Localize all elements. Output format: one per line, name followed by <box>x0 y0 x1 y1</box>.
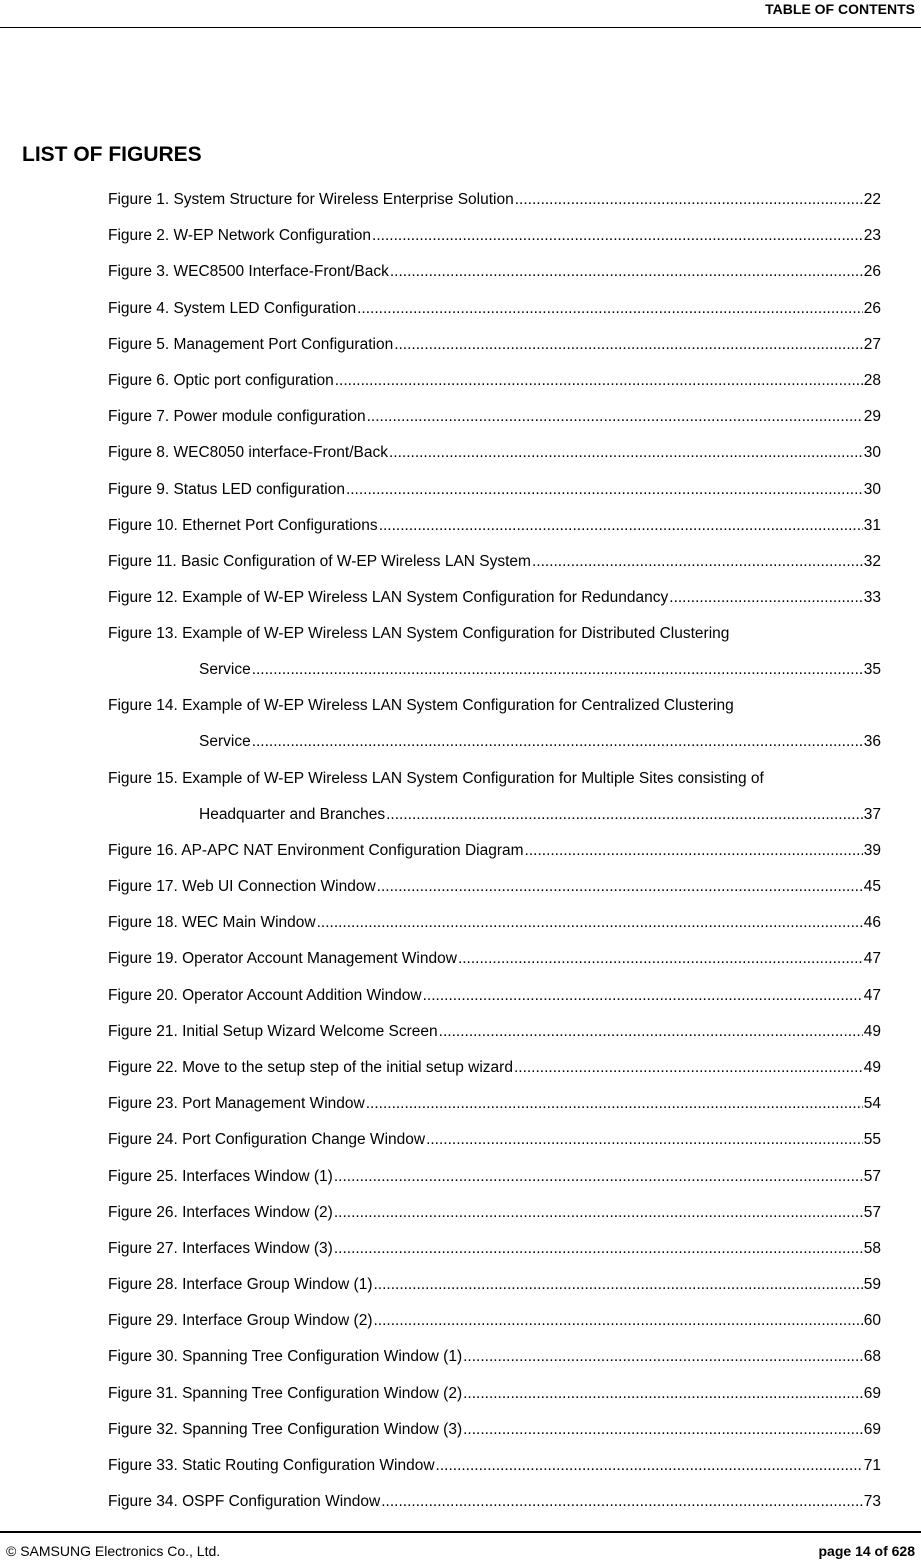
toc-entry-page-number: 55 <box>863 1131 881 1149</box>
toc-entry-row <box>108 514 881 538</box>
toc-entry[interactable] <box>108 297 881 321</box>
dot-leader <box>367 405 863 429</box>
toc-entry-title: Figure 10. Ethernet Port Configurations <box>108 516 378 534</box>
toc-entry[interactable] <box>108 1165 881 1189</box>
dot-leader <box>390 260 863 284</box>
toc-entry-row <box>108 875 881 899</box>
toc-entry-title: Figure 30. Spanning Tree Configuration Window (1) <box>108 1348 463 1366</box>
toc-entry-page-number: 30 <box>863 480 881 498</box>
dot-leader <box>372 224 863 248</box>
dot-leader <box>377 875 863 899</box>
toc-entry-page-number: 71 <box>863 1457 881 1474</box>
toc-entry-page-number: 73 <box>863 1493 881 1511</box>
toc-entry[interactable] <box>108 1490 881 1514</box>
dot-leader <box>525 839 863 863</box>
dot-leader <box>346 478 863 502</box>
toc-entry-title: Figure 7. Power module configuration <box>108 408 366 426</box>
toc-entry-title: Figure 1. System Structure for Wireless Enterprise Solution <box>108 191 514 208</box>
toc-entry-title-line: Figure 15. Example of W-EP Wireless LAN System Configuration for Multiple Sites consisting of <box>108 769 764 787</box>
toc-entry-page-number: 54 <box>863 1095 881 1113</box>
toc-entry-row <box>108 586 881 610</box>
toc-entry[interactable] <box>108 1273 881 1297</box>
dot-leader <box>514 1056 863 1080</box>
footer-page-number: page 14 of 628 <box>818 1543 915 1559</box>
toc-entry-row <box>108 1020 881 1044</box>
toc-entry[interactable] <box>108 441 881 465</box>
toc-entry-title: Figure 9. Status LED configuration <box>108 480 345 498</box>
toc-entry[interactable] <box>108 1309 881 1333</box>
toc-entry-page-number: 22 <box>863 191 881 208</box>
toc-entry-page-number: 45 <box>863 878 881 895</box>
toc-entry-page-number: 36 <box>863 733 881 751</box>
dot-leader <box>532 550 863 574</box>
dot-leader <box>334 1165 863 1189</box>
dot-leader <box>515 188 863 212</box>
toc-entry[interactable] <box>108 1201 881 1225</box>
toc-entry-title: Service <box>199 661 251 679</box>
dot-leader <box>379 514 863 538</box>
dot-leader <box>394 333 863 357</box>
toc-entry[interactable] <box>108 333 881 357</box>
section-title: LIST OF FIGURES <box>22 143 202 166</box>
toc-entry-title: Figure 25. Interfaces Window (1) <box>108 1167 333 1185</box>
toc-entry-title: Service <box>199 733 251 751</box>
toc-entry-row <box>108 911 881 935</box>
toc-entry-page-number: 26 <box>863 263 881 281</box>
toc-entry-page-number: 30 <box>863 444 881 462</box>
toc-entry-row <box>108 1454 881 1478</box>
toc-entry-title: Figure 21. Initial Setup Wizard Welcome Screen <box>108 1022 438 1040</box>
dot-leader <box>426 1128 863 1152</box>
toc-entry-row <box>108 224 881 248</box>
toc-entry-row <box>108 1056 881 1080</box>
dot-leader <box>458 947 863 971</box>
header-title: TABLE OF CONTENTS <box>765 1 915 17</box>
toc-entry-page-number: 69 <box>863 1384 881 1402</box>
toc-entry-title: Figure 34. OSPF Configuration Window <box>108 1493 381 1511</box>
toc-entry-title: Figure 32. Spanning Tree Configuration Window (3) <box>108 1420 463 1438</box>
toc-entry-title: Figure 22. Move to the setup step of the initial setup wizard <box>108 1058 513 1076</box>
dot-leader <box>373 1273 862 1297</box>
dot-leader <box>357 297 863 321</box>
figure-list <box>108 188 881 1526</box>
dot-leader <box>436 1454 863 1478</box>
toc-entry-title: Figure 8. WEC8050 interface-Front/Back <box>108 444 388 462</box>
toc-entry-page-number: 59 <box>863 1276 881 1294</box>
toc-entry-row <box>108 333 881 357</box>
dot-leader <box>463 1382 863 1406</box>
toc-entry-page-number: 69 <box>863 1420 881 1438</box>
toc-entry-title: Figure 28. Interface Group Window (1) <box>108 1276 373 1294</box>
dot-leader <box>463 1345 863 1369</box>
toc-entry-row <box>108 1490 881 1514</box>
toc-entry[interactable] <box>108 622 881 682</box>
toc-entry-page-number: 47 <box>863 950 881 968</box>
toc-entry-row <box>108 188 881 212</box>
toc-entry-page-number: 35 <box>863 661 881 679</box>
toc-entry-row <box>108 550 881 574</box>
toc-entry-title: Figure 5. Management Port Configuration <box>108 335 394 353</box>
dot-leader <box>423 984 863 1008</box>
toc-entry-row <box>199 730 881 754</box>
footer-copyright: © SAMSUNG Electronics Co., Ltd. <box>6 1543 221 1559</box>
dot-leader <box>373 1309 862 1333</box>
toc-entry[interactable] <box>108 984 881 1008</box>
toc-entry-page-number: 68 <box>863 1348 881 1366</box>
dot-leader <box>381 1490 863 1514</box>
toc-entry-page-number: 26 <box>863 299 881 317</box>
toc-entry-title: Figure 19. Operator Account Management Window <box>108 950 457 968</box>
toc-entry[interactable] <box>108 586 881 610</box>
toc-entry[interactable] <box>108 1454 881 1478</box>
dot-leader <box>317 911 863 935</box>
toc-entry[interactable] <box>108 1092 881 1116</box>
toc-entry-title: Figure 31. Spanning Tree Configuration Window (2) <box>108 1384 463 1402</box>
dot-leader <box>389 441 863 465</box>
page-footer <box>0 1531 921 1565</box>
toc-entry-page-number: 47 <box>863 986 881 1004</box>
toc-entry[interactable] <box>108 1382 881 1406</box>
toc-entry-row <box>108 297 881 321</box>
dot-leader <box>669 586 862 610</box>
toc-entry-row <box>108 1201 881 1225</box>
toc-entry[interactable] <box>108 1237 881 1261</box>
toc-entry-title: Figure 27. Interfaces Window (3) <box>108 1239 333 1257</box>
toc-entry-row <box>108 1309 881 1333</box>
toc-entry-title: Figure 6. Optic port configuration <box>108 371 334 389</box>
toc-entry-row <box>108 1273 881 1297</box>
toc-entry-title-line: Figure 14. Example of W-EP Wireless LAN System Configuration for Centralized Clustering <box>108 697 734 715</box>
toc-entry[interactable] <box>108 224 881 248</box>
dot-leader <box>252 730 863 754</box>
toc-entry-row <box>108 405 881 429</box>
toc-entry[interactable] <box>108 1056 881 1080</box>
dot-leader <box>463 1418 863 1442</box>
toc-entry-title: Figure 24. Port Configuration Change Window <box>108 1131 426 1149</box>
toc-entry-page-number: 49 <box>863 1058 881 1076</box>
toc-entry-row <box>199 658 881 682</box>
toc-entry-title: Figure 26. Interfaces Window (2) <box>108 1203 333 1221</box>
dot-leader <box>334 1237 863 1261</box>
toc-entry-title-line: Figure 13. Example of W-EP Wireless LAN System Configuration for Distributed Clustering <box>108 625 730 643</box>
toc-entry-row <box>108 478 881 502</box>
toc-entry-row <box>108 369 881 393</box>
toc-entry[interactable] <box>108 767 881 827</box>
toc-entry[interactable] <box>108 911 881 935</box>
toc-entry-page-number: 31 <box>863 516 881 534</box>
toc-entry-title: Figure 18. WEC Main Window <box>108 914 316 932</box>
toc-entry[interactable] <box>108 1020 881 1044</box>
toc-entry[interactable] <box>108 1418 881 1442</box>
toc-entry-row <box>108 1382 881 1406</box>
toc-entry-row <box>108 1165 881 1189</box>
toc-entry[interactable] <box>108 875 881 899</box>
toc-entry-title: Figure 17. Web UI Connection Window <box>108 878 376 895</box>
toc-entry[interactable] <box>108 405 881 429</box>
toc-entry-row <box>108 839 881 863</box>
toc-entry-page-number: 32 <box>863 552 881 570</box>
toc-entry-page-number: 57 <box>863 1203 881 1221</box>
toc-entry[interactable] <box>108 839 881 863</box>
toc-entry[interactable] <box>108 369 881 393</box>
dot-leader <box>386 803 863 827</box>
toc-entry[interactable] <box>108 514 881 538</box>
toc-entry-row <box>108 984 881 1008</box>
toc-entry-row <box>108 1418 881 1442</box>
toc-entry[interactable] <box>108 260 881 284</box>
toc-entry-page-number: 60 <box>863 1312 881 1330</box>
toc-entry-title: Headquarter and Branches <box>199 805 386 823</box>
toc-entry-row <box>108 947 881 971</box>
toc-entry-row <box>108 260 881 284</box>
toc-entry[interactable] <box>108 550 881 574</box>
toc-entry-page-number: 58 <box>863 1239 881 1257</box>
toc-entry-page-number: 39 <box>863 841 881 859</box>
toc-entry-row <box>199 803 881 827</box>
toc-entry-title: Figure 4. System LED Configuration <box>108 299 357 317</box>
toc-entry-row <box>108 1237 881 1261</box>
toc-entry[interactable] <box>108 188 881 212</box>
toc-entry-row <box>108 1092 881 1116</box>
toc-entry[interactable] <box>108 947 881 971</box>
toc-entry[interactable] <box>108 694 881 754</box>
dot-leader <box>252 658 863 682</box>
toc-entry-title: Figure 29. Interface Group Window (2) <box>108 1312 373 1330</box>
toc-entry-page-number: 27 <box>863 335 881 353</box>
toc-entry-row <box>108 1128 881 1152</box>
toc-entry-title: Figure 20. Operator Account Addition Window <box>108 986 422 1004</box>
toc-entry-title: Figure 16. AP-APC NAT Environment Configuration Diagram <box>108 841 524 859</box>
toc-entry-title: Figure 23. Port Management Window <box>108 1095 365 1113</box>
toc-entry-page-number: 57 <box>863 1167 881 1185</box>
page-header <box>0 0 921 28</box>
toc-entry-page-number: 49 <box>863 1022 881 1040</box>
toc-entry-page-number: 46 <box>863 914 881 932</box>
toc-entry-title: Figure 11. Basic Configuration of W-EP Wireless LAN System <box>108 552 531 570</box>
dot-leader <box>334 1201 863 1225</box>
toc-entry-page-number: 23 <box>863 227 881 245</box>
toc-entry-title: Figure 3. WEC8500 Interface-Front/Back <box>108 263 389 281</box>
toc-entry-title: Figure 12. Example of W-EP Wireless LAN System Configuration for Redundancy <box>108 589 669 607</box>
dot-leader <box>439 1020 863 1044</box>
toc-entry-page-number: 33 <box>863 589 881 607</box>
toc-entry-row <box>108 441 881 465</box>
toc-entry[interactable] <box>108 1128 881 1152</box>
dot-leader <box>366 1092 863 1116</box>
toc-entry-title: Figure 2. W-EP Network Configuration <box>108 227 372 245</box>
toc-entry-title: Figure 33. Static Routing Configuration Window <box>108 1457 435 1474</box>
toc-entry-page-number: 37 <box>863 805 881 823</box>
toc-entry-row <box>108 1345 881 1369</box>
toc-entry[interactable] <box>108 478 881 502</box>
dot-leader <box>335 369 863 393</box>
toc-entry-page-number: 29 <box>863 408 881 426</box>
toc-entry[interactable] <box>108 1345 881 1369</box>
toc-entry-page-number: 28 <box>863 371 881 389</box>
